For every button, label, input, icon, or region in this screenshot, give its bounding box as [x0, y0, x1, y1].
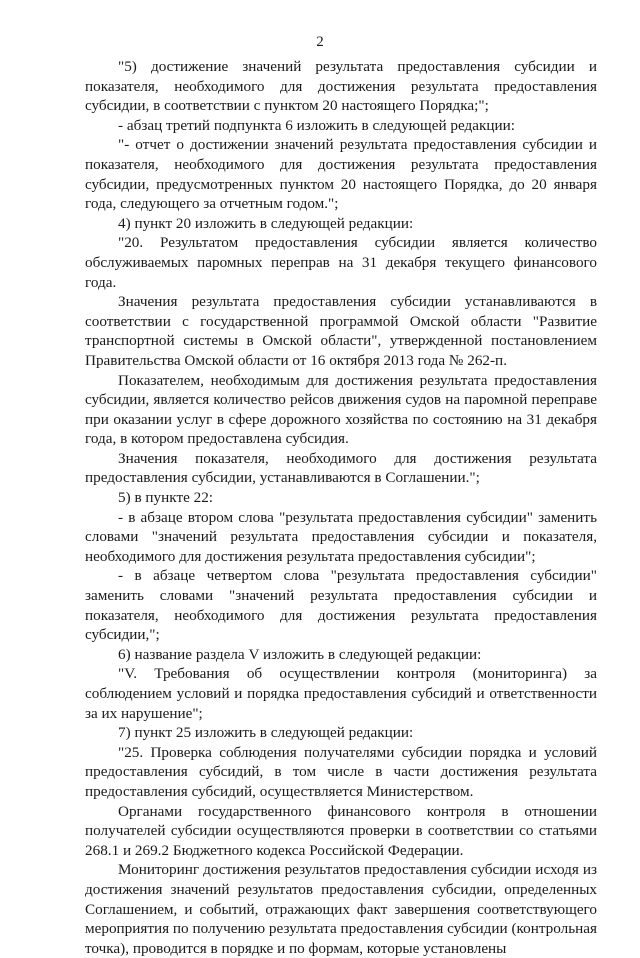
document-body — [85, 57, 597, 958]
paragraph: Показателем, необходимым для достижения результата предоставления субсидии, является количество рейсов движения судов на паромной переправе при оказании услуг в сфере дорожного хозяйства по состоянию на 31 декабря года, в котором предоставлена субсидия. — [85, 371, 597, 448]
paragraph: - в абзаце четвертом слова "результата предоставления субсидии" заменить словами "значений результата предоставления субсидии и показателя, необходимого для достижения результата предоставления субсидии,"; — [85, 567, 597, 644]
paragraph: "5) достижение значений результата предоставления субсидии и показателя, необходимого для достижения результата предоставления субсидии, в соответствии с пунктом 20 настоящего Порядка;"; — [85, 58, 597, 115]
paragraph: 5) в пункте 22: — [118, 489, 214, 507]
paragraph: - в абзаце втором слова "результата предоставления субсидии" заменить словами "значений результата предоставления субсидии и показателя, необходимого для достижения результата предоставления субсидии"; — [85, 508, 597, 565]
paragraph: 7) пункт 25 изложить в следующей редакции: — [118, 724, 414, 742]
paragraph: Значения показателя, необходимого для достижения результата предоставления субсидии, устанавливаются в Соглашении."; — [85, 449, 597, 487]
paragraph: Значения результата предоставления субсидии устанавливаются в соответствии с государственной программой Омской области "Развитие транспортной системы в Омской области", утвержденной постановлением Правительства Омской области от 16 октября 2013 года № 262-п. — [85, 293, 597, 369]
page-number: 2 — [316, 34, 324, 50]
paragraph: 6) название раздела V изложить в следующей редакции: — [118, 645, 482, 663]
paragraph: 4) пункт 20 изложить в следующей редакции: — [118, 214, 414, 232]
paragraph: "- отчет о достижении значений результата предоставления субсидии и показателя, необходимого для достижения результата предоставления субсидии, предусмотренных пунктом 20 настоящего Порядка, до 20 января года, следующего за отчетным годом."; — [85, 136, 597, 213]
paragraph: Мониторинг достижения результатов предоставления субсидии исходя из достижения значений результатов предоставления субсидии, определенных Соглашением, и событий, отражающих факт завершения соответствующего мероприятия по получению результата предоставления субсидии (контрольная точка), проводится в порядке и по формам, которые установлены — [85, 861, 597, 957]
paragraph: "V. Требования об осуществлении контроля (мониторинга) за соблюдением условий и порядка предоставления субсидий и ответственности за их нарушение"; — [85, 665, 597, 722]
paragraph: Органами государственного финансового контроля в отношении получателей субсидии осуществляются проверки в соответствии со статьями 268.1 и 269.2 Бюджетного кодекса Российской Федерации. — [85, 802, 597, 859]
paragraph: "25. Проверка соблюдения получателями субсидии порядка и условий предоставления субсидий, в том числе в части достижения результата предоставления субсидий, осуществляется Министерством. — [85, 743, 597, 800]
paragraph: "20. Результатом предоставления субсидии является количество обслуживаемых паромных переправ на 31 декабря текущего финансового года. — [85, 234, 597, 291]
paragraph: - абзац третий подпункта 6 изложить в следующей редакции: — [118, 116, 515, 134]
